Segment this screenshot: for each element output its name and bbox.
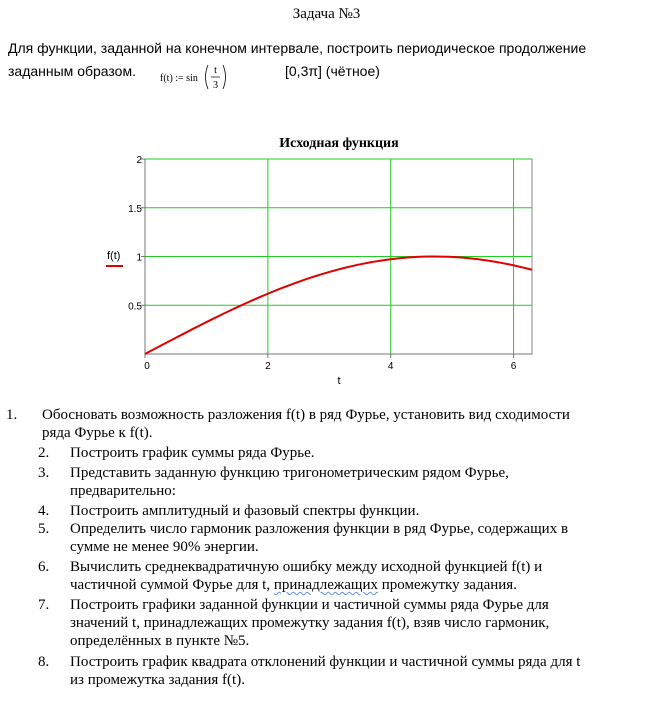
task-number: 6. xyxy=(38,559,50,575)
task-number: 4. xyxy=(38,503,50,519)
task-line-segment: промежутку задания. xyxy=(377,577,517,593)
y-tick-label: 0.5 xyxy=(128,301,142,313)
interval-text: [0,3π] (чётное) xyxy=(285,63,380,79)
task-line: Построить график суммы ряда Фурье. xyxy=(70,445,315,461)
task-line: Определить число гармоник разложения функции в ряд Фурье, содержащих в xyxy=(70,521,569,537)
task-number: 8. xyxy=(38,654,50,670)
formula-lhs: f(t) := sin xyxy=(160,73,198,84)
y-tick-label: 2 xyxy=(136,155,142,166)
formula-denominator: 3 xyxy=(213,80,218,91)
x-tick-label: 4 xyxy=(387,361,394,372)
chart-title: Исходная функция xyxy=(279,136,399,151)
task-line: ряда Фурье к f(t). xyxy=(42,425,153,441)
task-number: 7. xyxy=(38,597,50,613)
y-tick-label: 1.5 xyxy=(128,203,142,215)
underlined-word: принадлежащих xyxy=(273,577,378,593)
task-line: из промежутка задания f(t). xyxy=(70,672,245,688)
task-number: 3. xyxy=(38,465,50,481)
task-line xyxy=(70,576,517,594)
task-line: определённых в пункте №5. xyxy=(70,633,250,649)
x-tick-label: 6 xyxy=(510,361,517,372)
function-formula xyxy=(160,60,230,94)
task-line: Построить амплитудный и фазовый спектры функции. xyxy=(70,503,420,519)
intro-text-line2: заданным образом. xyxy=(8,63,136,79)
x-axis-label: t xyxy=(337,375,341,387)
task-number: 2. xyxy=(38,445,50,461)
page-title: Задача №3 xyxy=(292,6,361,22)
task-line: значений t, принадлежащих промежутку задания f(t), взяв число гармоник, xyxy=(70,615,550,631)
formula-numerator: t xyxy=(214,65,217,76)
y-axis-label: f(t) xyxy=(107,250,121,262)
task-line: сумме не менее 90% энергии. xyxy=(70,539,259,555)
task-line: предварительно: xyxy=(70,483,176,499)
intro-text-line1: Для функции, заданной на конечном интервале, построить периодическое продолжение xyxy=(8,40,587,56)
chart xyxy=(95,125,555,390)
task-line-segment: частичной суммой Фурье для t, xyxy=(70,577,274,593)
task-line: Построить графики заданной функции и частичной суммы ряда Фурье для xyxy=(70,597,549,613)
x-tick-label: 2 xyxy=(265,361,271,372)
task-line: Представить заданную функцию тригонометрическим рядом Фурье, xyxy=(70,465,509,481)
task-number: 1. xyxy=(6,407,18,423)
task-line: Построить график квадрата отклонений функции и частичной суммы ряда для t xyxy=(70,654,581,670)
x-tick-label: 0 xyxy=(144,361,150,372)
task-number: 5. xyxy=(38,521,50,537)
formula-paren-left xyxy=(206,65,209,89)
task-line: Обосновать возможность разложения f(t) в ряд Фурье, установить вид сходимости xyxy=(42,407,570,423)
y-tick-label: 1 xyxy=(136,252,142,264)
formula-paren-right xyxy=(223,65,226,89)
task-line: Вычислить среднеквадратичную ошибку между исходной функцией f(t) и xyxy=(70,559,543,575)
